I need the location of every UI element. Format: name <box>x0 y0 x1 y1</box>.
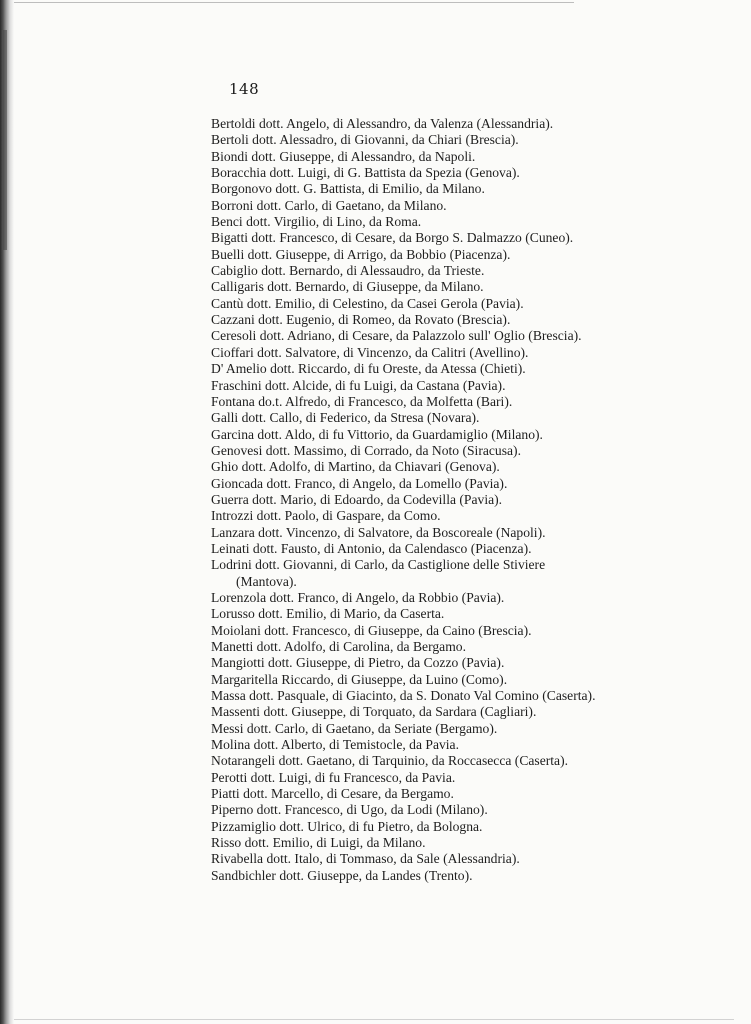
list-item: Perotti dott. Luigi, di fu Francesco, da Pavia. <box>211 769 456 785</box>
list-item: Risso dott. Emilio, di Luigi, da Milano. <box>211 835 426 851</box>
list-item: Massa dott. Pasquale, di Giacinto, da S. Donato Val Comino (Caserta). <box>211 688 596 704</box>
list-item: Pizzamiglio dott. Ulrico, di fu Pietro, da Bologna. <box>211 818 483 834</box>
list-item: Ghio dott. Adolfo, di Martino, da Chiavari (Genova). <box>211 459 500 475</box>
list-item: Cioffari dott. Salvatore, di Vincenzo, da Calitri (Avellino). <box>211 344 529 360</box>
list-item: Moiolani dott. Francesco, di Giuseppe, da Caino (Brescia). <box>211 622 532 638</box>
list-item: Lodrini dott. Giovanni, di Carlo, da Castiglione delle Stiviere <box>211 557 546 573</box>
list-item: Messi dott. Carlo, di Gaetano, da Seriate (Bergamo). <box>211 720 498 736</box>
list-item: Introzzi dott. Paolo, di Gaspare, da Como. <box>211 508 441 524</box>
list-item: Fontana do.t. Alfredo, di Francesco, da Molfetta (Bari). <box>211 393 513 409</box>
list-item: Genovesi dott. Massimo, di Corrado, da Noto (Siracusa). <box>211 442 521 458</box>
list-item: Cantù dott. Emilio, di Celestino, da Casei Gerola (Pavia). <box>211 295 524 311</box>
list-item: Buelli dott. Giuseppe, di Arrigo, da Bobbio (Piacenza). <box>211 246 511 262</box>
list-item: Massenti dott. Giuseppe, di Torquato, da Sardara (Cagliari). <box>211 704 537 720</box>
list-item: Garcina dott. Aldo, di fu Vittorio, da Guardamiglio (Milano). <box>211 426 543 442</box>
list-item: Calligaris dott. Bernardo, di Giuseppe, da Milano. <box>211 279 484 295</box>
list-item: Cazzani dott. Eugenio, di Romeo, da Rovato (Brescia). <box>211 312 511 328</box>
list-item: Rivabella dott. Italo, di Tommaso, da Sale (Alessandria). <box>211 851 520 867</box>
list-item: Lorusso dott. Emilio, di Mario, da Caserta. <box>211 606 445 622</box>
list-item: Mangiotti dott. Giuseppe, di Pietro, da Cozzo (Pavia). <box>211 655 505 671</box>
list-item: Bertoli dott. Alessadro, di Giovanni, da Chiari (Brescia). <box>211 132 519 148</box>
list-item: Leinati dott. Fausto, di Antonio, da Calendasco (Piacenza). <box>211 540 532 556</box>
list-item: Manetti dott. Adolfo, di Carolina, da Bergamo. <box>211 639 466 654</box>
name-list <box>211 116 731 884</box>
list-item: Bertoldi dott. Angelo, di Alessandro, da Valenza (Alessandria). <box>211 116 554 131</box>
list-item: Fraschini dott. Alcide, di fu Luigi, da Castana (Pavia). <box>211 377 506 393</box>
list-item: Notarangeli dott. Gaetano, di Tarquinio, da Roccasecca (Caserta). <box>211 753 569 769</box>
list-item: Piperno dott. Francesco, di Ugo, da Lodi (Milano). <box>211 802 488 818</box>
bottom-scan-line <box>14 1019 734 1020</box>
list-item: Bigatti dott. Francesco, di Cesare, da Borgo S. Dalmazzo (Cuneo). <box>211 230 574 246</box>
list-item: Sandbichler dott. Giuseppe, da Landes (Trento). <box>211 867 473 883</box>
list-item: Molina dott. Alberto, di Temistocle, da Pavia. <box>211 737 459 753</box>
list-item-continuation: (Mantova). <box>236 573 297 589</box>
list-item: Gioncada dott. Franco, di Angelo, da Lomello (Pavia). <box>211 475 508 491</box>
list-item: D' Amelio dott. Riccardo, di fu Oreste, da Atessa (Chieti). <box>211 361 526 377</box>
list-item: Borgonovo dott. G. Battista, di Emilio, da Milano. <box>211 181 485 197</box>
list-item: Galli dott. Callo, di Federico, da Stresa (Novara). <box>211 410 480 426</box>
list-item: Lanzara dott. Vincenzo, di Salvatore, da Boscoreale (Napoli). <box>211 524 546 540</box>
list-item: Boracchia dott. Luigi, di G. Battista da Spezia (Genova). <box>211 165 520 181</box>
page-number: 148 <box>229 80 260 98</box>
list-item: Benci dott. Virgilio, di Lino, da Roma. <box>211 214 422 230</box>
list-item: Lorenzola dott. Franco, di Angelo, da Robbio (Pavia). <box>211 589 505 605</box>
list-item: Cabiglio dott. Bernardo, di Alessaudro, da Trieste. <box>211 263 485 279</box>
list-item: Borroni dott. Carlo, di Gaetano, da Milano. <box>211 197 447 213</box>
top-scan-line <box>14 2 574 3</box>
list-item: Margaritella Riccardo, di Giuseppe, da Luino (Como). <box>211 671 508 687</box>
list-item: Guerra dott. Mario, di Edoardo, da Codevilla (Pavia). <box>211 491 503 507</box>
list-item: Ceresoli dott. Adriano, di Cesare, da Palazzolo sull' Oglio (Brescia). <box>211 328 582 344</box>
list-item: Biondi dott. Giuseppe, di Alessandro, da Napoli. <box>211 148 476 164</box>
list-item: Piatti dott. Marcello, di Cesare, da Bergamo. <box>211 786 454 802</box>
binding-shadow-mark <box>3 30 7 250</box>
